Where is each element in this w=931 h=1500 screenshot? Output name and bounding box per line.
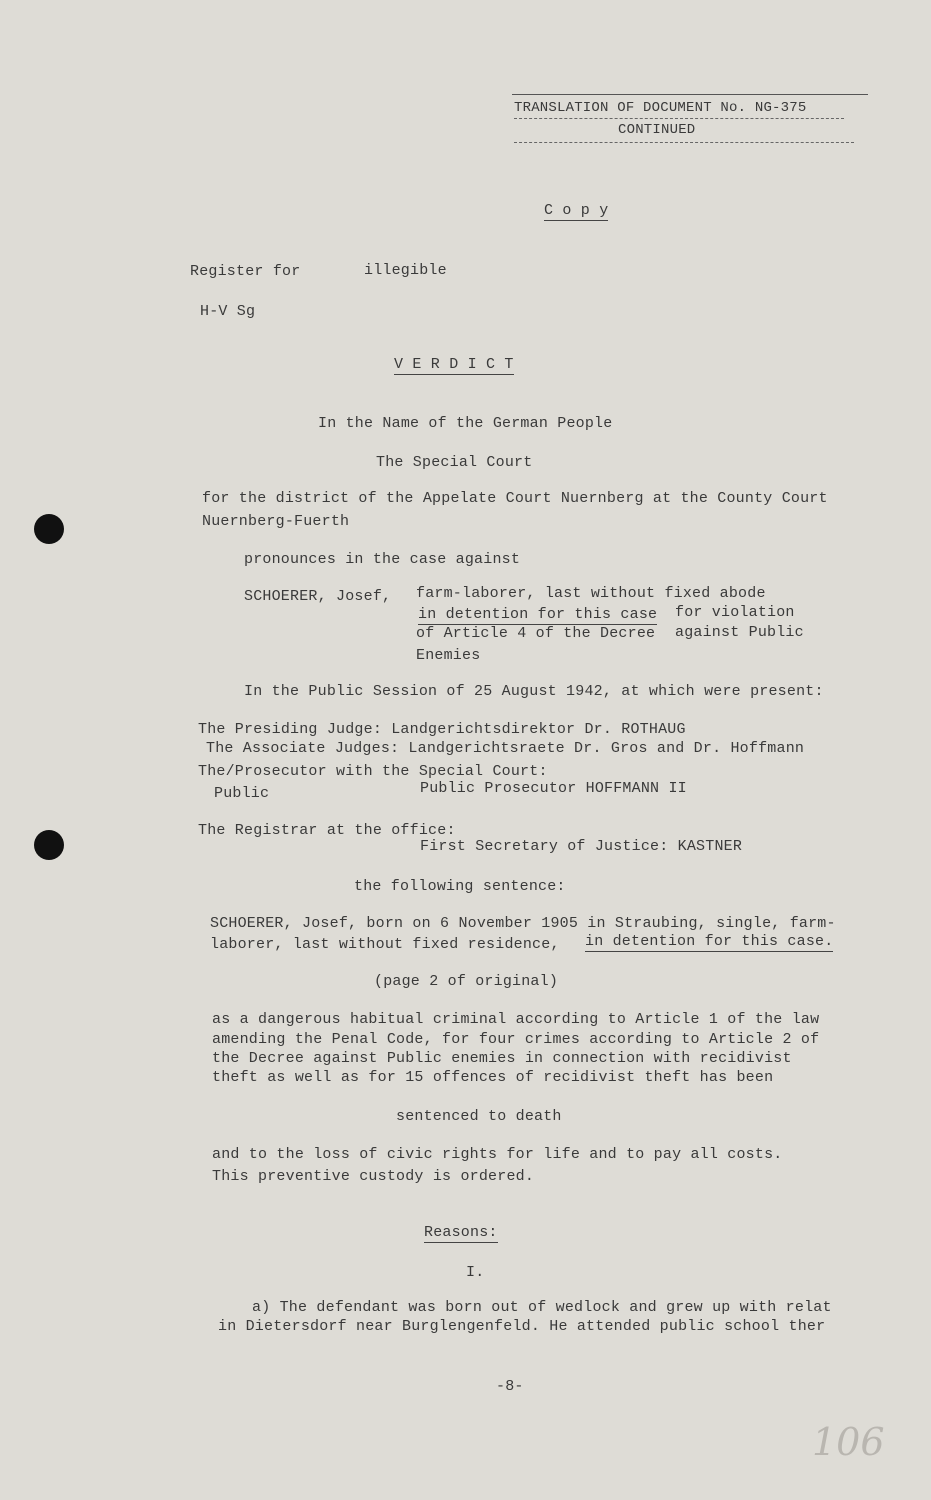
body-line-4: theft as well as for 15 offences of recidivist theft has been bbox=[212, 1069, 774, 1086]
prosecutor-name: Public Prosecutor HOFFMANN II bbox=[420, 780, 687, 797]
session-line: In the Public Session of 25 August 1942, at which were present: bbox=[244, 683, 824, 700]
defendant-name: SCHOERER, Josef, bbox=[244, 588, 392, 605]
registrar-name: First Secretary of Justice: KASTNER bbox=[420, 838, 743, 855]
body-line-2: amending the Penal Code, for four crimes according to Article 2 of bbox=[212, 1031, 820, 1048]
header-dashed-rule bbox=[514, 118, 844, 119]
sentence-line-2b: in detention for this case. bbox=[585, 933, 834, 950]
name-of-people: In the Name of the German People bbox=[318, 415, 613, 432]
body-line-3: the Decree against Public enemies in connection with recidivist bbox=[212, 1050, 792, 1067]
public-word: Public bbox=[214, 785, 270, 802]
defendant-line-3: of Article 4 of the Decree bbox=[416, 625, 656, 642]
register-value: illegible bbox=[364, 262, 447, 279]
header-bottom-dashed-rule bbox=[514, 142, 854, 143]
presiding-judge: The Presiding Judge: Landgerichtsdirektor Dr. ROTHAUG bbox=[198, 721, 686, 738]
special-court: The Special Court bbox=[376, 454, 533, 471]
defendant-line-2: in detention for this case bbox=[418, 606, 658, 623]
page-number: -8- bbox=[496, 1378, 524, 1395]
reason-a-line-1: a) The defendant was born out of wedlock and grew up with relat bbox=[252, 1299, 832, 1316]
sentence-line-2a: laborer, last without fixed residence, bbox=[210, 936, 560, 953]
defendant-line-4: Enemies bbox=[416, 647, 481, 664]
register-label: Register for bbox=[190, 263, 301, 280]
following-sentence: the following sentence: bbox=[354, 878, 566, 895]
hv-mark: H-V Sg bbox=[200, 303, 256, 320]
defendant-line-3b: against Public bbox=[675, 624, 804, 641]
civic-line-2: This preventive custody is ordered. bbox=[212, 1168, 535, 1185]
page-note: (page 2 of original) bbox=[374, 973, 559, 990]
sentenced-to-death: sentenced to death bbox=[396, 1108, 562, 1125]
defendant-line-2b: for violation bbox=[675, 604, 795, 621]
pencil-page-number: 106 bbox=[812, 1420, 885, 1464]
header-top-rule bbox=[512, 94, 868, 95]
punch-hole-icon bbox=[34, 830, 64, 860]
associate-judges: The Associate Judges: Landgerichtsraete Dr. Gros and Dr. Hoffmann bbox=[206, 740, 805, 757]
punch-hole-icon bbox=[34, 514, 64, 544]
registrar-label: The Registrar at the office: bbox=[198, 822, 456, 839]
roman-numeral: I. bbox=[466, 1264, 485, 1281]
translation-header: TRANSLATION OF DOCUMENT No. NG-375 bbox=[514, 100, 807, 116]
civic-line-1: and to the loss of civic rights for life and to pay all costs. bbox=[212, 1146, 783, 1163]
sentence-line-1: SCHOERER, Josef, born on 6 November 1905 in Straubing, single, farm- bbox=[210, 915, 836, 932]
continued-label: CONTINUED bbox=[618, 122, 696, 138]
reason-a-line-2: in Dietersdorf near Burglengenfeld. He attended public school ther bbox=[218, 1318, 826, 1335]
verdict-title: V E R D I C T bbox=[394, 356, 514, 373]
prosecutor-label: The/Prosecutor with the Special Court: bbox=[198, 763, 548, 780]
body-line-1: as a dangerous habitual criminal according to Article 1 of the law bbox=[212, 1011, 820, 1028]
pronounces-line: pronounces in the case against bbox=[244, 551, 521, 568]
reasons-heading: Reasons: bbox=[424, 1224, 498, 1241]
district-line-2: Nuernberg-Fuerth bbox=[202, 513, 350, 530]
defendant-line-1: farm-laborer, last without fixed abode bbox=[416, 585, 766, 602]
copy-label: C o p y bbox=[544, 202, 609, 219]
district-line-1: for the district of the Appelate Court Nuernberg at the County Court bbox=[202, 490, 828, 507]
